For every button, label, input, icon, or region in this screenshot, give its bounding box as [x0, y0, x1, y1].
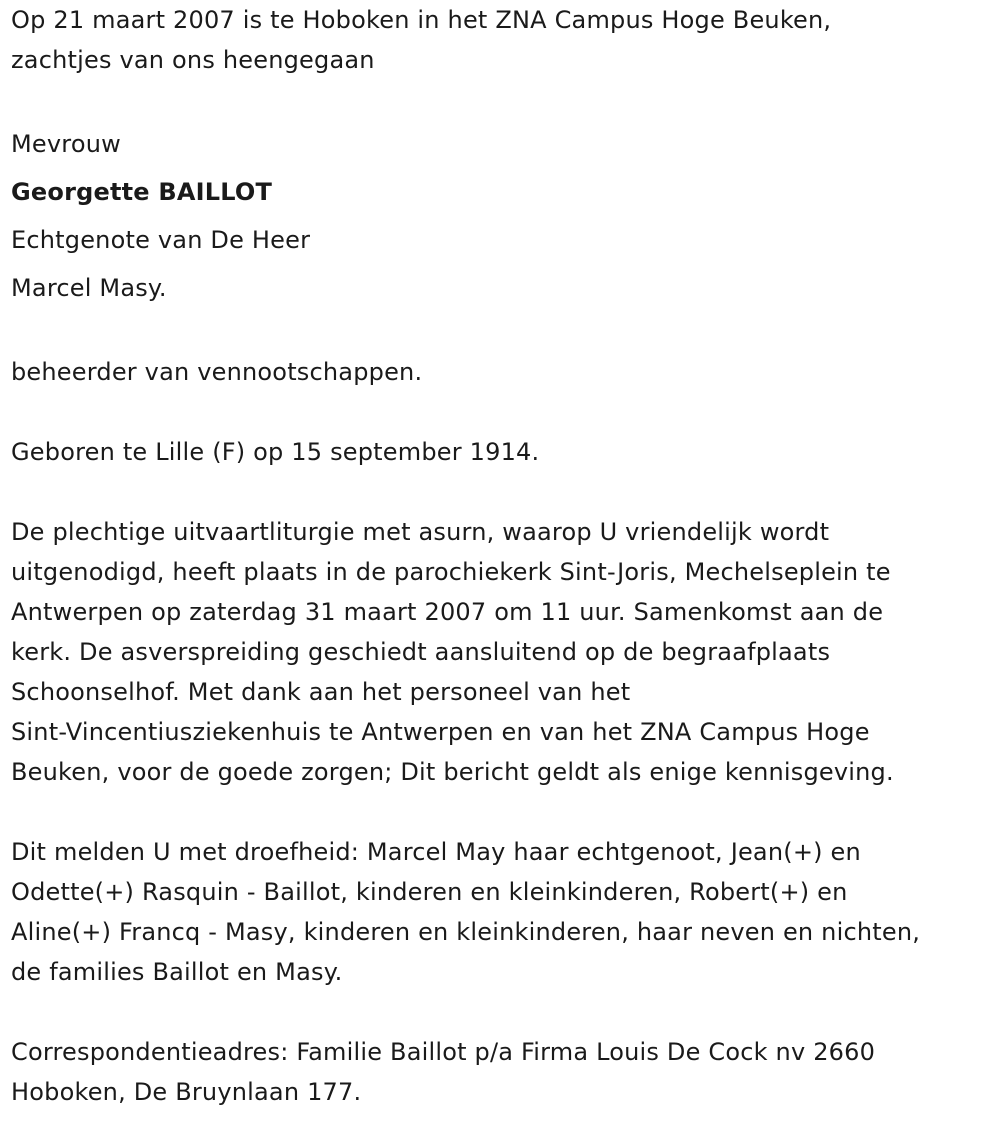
spacer	[11, 472, 996, 512]
ceremony-line: Schoonselhof. Met dank aan het personeel van het	[11, 678, 631, 706]
ceremony-line: De plechtige uitvaartliturgie met asurn, waarop U vriendelijk wordt	[11, 518, 830, 546]
deceased-name: Georgette BAILLOT	[11, 178, 273, 206]
occupation: beheerder van vennootschappen.	[11, 358, 423, 386]
spacer	[11, 792, 996, 832]
salutation: Mevrouw	[11, 130, 121, 158]
family-line: Dit melden U met droefheid: Marcel May haar echtgenoot, Jean(+) en	[11, 838, 861, 866]
death-notice	[11, 0, 996, 1112]
ceremony-line: Sint-Vincentiusziekenhuis te Antwerpen en van het ZNA Campus Hoge	[11, 718, 870, 746]
ceremony-line: uitgenodigd, heeft plaats in de parochiekerk Sint-Joris, Mechelseplein te	[11, 558, 891, 586]
spacer	[11, 992, 996, 1032]
correspondence-line: Hoboken, De Bruynlaan 177.	[11, 1078, 362, 1106]
ceremony-line: kerk. De asverspreiding geschiedt aansluitend op de begraafplaats	[11, 638, 831, 666]
correspondence-line: Correspondentieadres: Familie Baillot p/a Firma Louis De Cock nv 2660	[11, 1038, 876, 1066]
intro-paragraph	[11, 0, 996, 80]
family-paragraph	[11, 832, 996, 992]
spacer	[11, 312, 996, 352]
family-line: Aline(+) Francq - Masy, kinderen en kleinkinderen, haar neven en nichten,	[11, 918, 921, 946]
spacer	[11, 80, 996, 120]
ceremony-line: Antwerpen op zaterdag 31 maart 2007 om 11 uur. Samenkomst aan de	[11, 598, 884, 626]
intro-line: zachtjes van ons heengegaan	[11, 46, 375, 74]
correspondence-paragraph	[11, 1032, 996, 1112]
birth-info: Geboren te Lille (F) op 15 september 1914.	[11, 438, 540, 466]
family-line: de families Baillot en Masy.	[11, 958, 343, 986]
spouse-line: Echtgenote van De Heer	[11, 226, 311, 254]
birth-paragraph	[11, 432, 996, 472]
ceremony-paragraph	[11, 512, 996, 792]
intro-line: Op 21 maart 2007 is te Hoboken in het ZNA Campus Hoge Beuken,	[11, 6, 832, 34]
deceased-block	[11, 120, 996, 312]
ceremony-line: Beuken, voor de goede zorgen; Dit bericht geldt als enige kennisgeving.	[11, 758, 894, 786]
occupation-paragraph	[11, 352, 996, 392]
spacer	[11, 392, 996, 432]
family-line: Odette(+) Rasquin - Baillot, kinderen en kleinkinderen, Robert(+) en	[11, 878, 848, 906]
spouse-line: Marcel Masy.	[11, 274, 167, 302]
